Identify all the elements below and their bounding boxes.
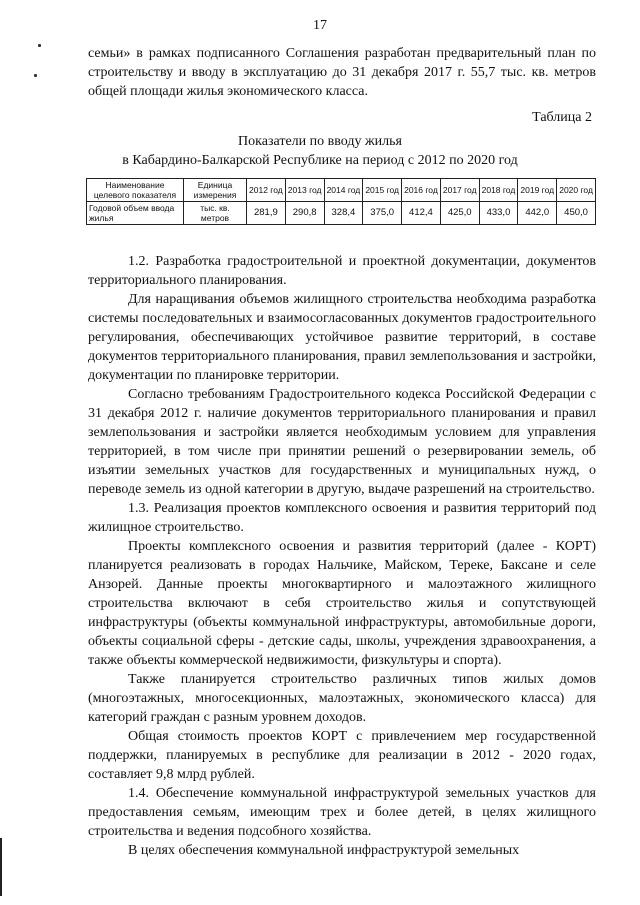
header-cell: 2014 год [324, 179, 363, 202]
header-cell: 2015 год [363, 179, 402, 202]
body-text [88, 252, 596, 860]
value-cell: 450,0 [557, 202, 596, 225]
header-cell: 2013 год [285, 179, 324, 202]
margin-line [0, 838, 2, 896]
section-heading-1-3: 1.3. Реализация проектов комплексного освоения и развития территорий под жилищное строительство. [88, 501, 596, 535]
body-paragraph: В целях обеспечения коммунальной инфраструктурой земельных [128, 843, 520, 858]
header-cell: Единица измерения [184, 179, 247, 202]
table-header-row [87, 179, 596, 202]
header-cell: 2019 год [518, 179, 557, 202]
table-title-line2: в Кабардино-Балкарской Республике на период с 2012 по 2020 год [122, 153, 518, 168]
value-cell: 375,0 [363, 202, 402, 225]
value-cell: 281,9 [247, 202, 286, 225]
header-cell: Наименование целевого показателя [87, 179, 184, 202]
table-label: Таблица 2 [532, 110, 592, 125]
intro-text: семьи» в рамках подписанного Соглашения разработан предварительный план по строительству и вводу в эксплуатацию до 31 декабря 2017 г. 55,7 тыс. кв. метров общей площади жилья экономического класса. [88, 46, 596, 99]
header-cell: 2018 год [479, 179, 518, 202]
body-paragraph: Для наращивания объемов жилищного строительства необходима разработка системы последовательных и взаимосогласованных документов градостроительного регулирования, обеспечивающих устойчивое развитие территорий, в составе документов территориального планирования, правил землепользования и застройки, документации по планировке территории. [88, 292, 596, 383]
value-cell: 433,0 [479, 202, 518, 225]
table-title-line1: Показатели по вводу жилья [238, 134, 402, 149]
margin-dot [34, 74, 37, 77]
value-cell: 328,4 [324, 202, 363, 225]
margin-dot [38, 44, 41, 47]
section-heading-1-2: 1.2. Разработка градостроительной и проектной документации, документов территориального планирования. [88, 254, 596, 288]
body-paragraph: Согласно требованиям Градостроительного кодекса Российской Федерации с 31 декабря 2012 г. наличие документов территориального планирования и правил землепользования и застройки является необходимым условием для управления территорией, в том числе при принятии решений о резервировании земель, об изъятии земельных участков для государственных и муниципальных нужд, о переводе земель из одной категории в другую, выдаче разрешений на строительство. [88, 387, 596, 497]
row-name-cell: Годовой объем ввода жилья [87, 202, 184, 225]
page-number: 17 [313, 18, 327, 33]
row-unit-cell: тыс. кв. метров [184, 202, 247, 225]
intro-paragraph [88, 44, 596, 101]
value-cell: 442,0 [518, 202, 557, 225]
section-heading-1-4: 1.4. Обеспечение коммунальной инфраструктурой земельных участков для предоставления семьям, имеющим трех и более детей, в целях жилищного строительства и ведения подсобного хозяйства. [88, 786, 596, 839]
header-cell: 2016 год [402, 179, 441, 202]
housing-table [86, 178, 596, 225]
header-cell: 2020 год [557, 179, 596, 202]
body-paragraph: Общая стоимость проектов КОРТ с привлечением мер государственной поддержки, планируемых в республике для реализации в 2012 - 2020 годах, составляет 9,8 млрд рублей. [88, 729, 596, 782]
header-cell: 2012 год [247, 179, 286, 202]
value-cell: 412,4 [402, 202, 441, 225]
value-cell: 425,0 [440, 202, 479, 225]
table-row [87, 202, 596, 225]
body-paragraph: Проекты комплексного освоения и развития территорий (далее - КОРТ) планируется реализовать в городах Нальчике, Майском, Тереке, Баксане и селе Анзорей. Данные проекты многоквартирного и малоэтажного жилищного строительства включают в себя строительство жилья и сопутствующей инфраструктуры (объекты коммунальной инфраструктуры, автомобильные дороги, объекты социальной сферы - детские сады, школы, учреждения здравоохранения, а также объекты коммерческой недвижимости, физкультуры и спорта). [88, 539, 596, 668]
table-title [0, 132, 640, 170]
body-paragraph: Также планируется строительство различных типов жилых домов (многоэтажных, многосекционных, малоэтажных, экономического класса) для категорий граждан с разным уровнем доходов. [88, 672, 596, 725]
value-cell: 290,8 [285, 202, 324, 225]
header-cell: 2017 год [440, 179, 479, 202]
